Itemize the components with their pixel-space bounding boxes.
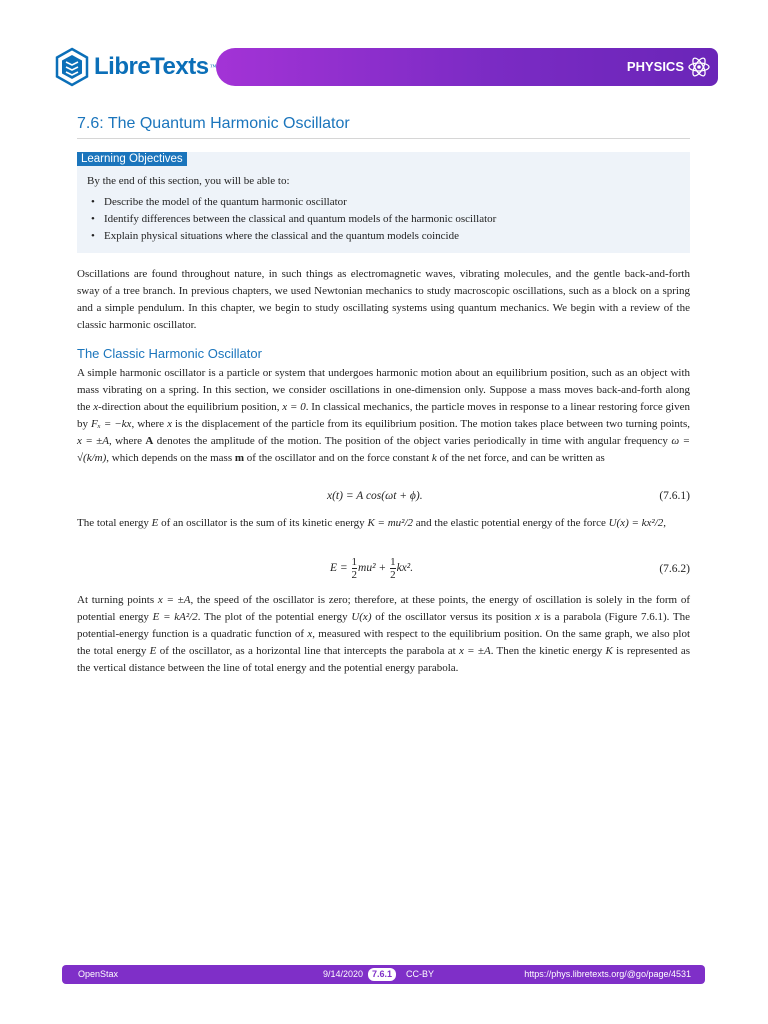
math-x: x (307, 628, 313, 640)
section-paragraph-1 (77, 365, 690, 467)
text-run: , (663, 517, 667, 529)
objectives-list (89, 194, 496, 245)
math-omega: ω = √(k/m) (77, 435, 690, 464)
math-x: x (535, 611, 540, 623)
text-run: , where (131, 418, 168, 430)
eq-end: kx². (396, 562, 414, 575)
text-run: . Then the kinetic energy (490, 645, 606, 657)
math-amplitude: A (145, 435, 154, 447)
objective-item: • Describe the model of the quantum harmonic oscillator (89, 194, 496, 211)
math-E: E (151, 517, 159, 529)
footer-page-number: 7.6.1 (368, 968, 396, 981)
section-paragraph-2 (77, 515, 690, 532)
text-run: is the displacement of the particle from its equilibrium position. The motion takes place between two turning points, (171, 418, 691, 430)
learning-objectives-box (77, 152, 690, 253)
text-run: and the elastic potential energy of the force (413, 517, 609, 529)
math-turning-points: x = ±A (157, 594, 191, 606)
math-mass: m (234, 452, 245, 464)
math-x: x (93, 401, 99, 413)
text-run: of the oscillator, as a horizontal line that intercepts the parabola at (156, 645, 459, 657)
equation-body: x(t) = A cos(ωt + ϕ). (327, 490, 423, 502)
math-x: x (167, 418, 172, 430)
logo-trademark: ™ (209, 63, 217, 71)
page-title: 7.6: The Quantum Harmonic Oscillator (77, 115, 690, 139)
text-run: is a parabola (Figure 7.6.1). The potential-energy function is a quadratic function of (77, 611, 690, 640)
text-run: of the net force, and can be written as (436, 452, 605, 464)
fraction (390, 556, 396, 581)
objective-item: • Explain physical situations where the classical and the quantum models coincide (89, 228, 496, 245)
text-run: of the oscillator and on the force constant (244, 452, 432, 464)
math-equilibrium: x = 0 (282, 401, 306, 413)
text-run: , where (108, 435, 146, 447)
text-run: A simple harmonic oscillator is a particle or system that undergoes harmonic motion about an equilibrium position, such as an object with mass vibrating on a spring. In this section, we consider oscillations in one-dimension only. Suppose a mass moves back-and-forth along the (77, 367, 690, 413)
math-kinetic: K = mu²/2 (367, 517, 413, 529)
math-potential-energy: E = kA²/2 (152, 611, 198, 623)
libretexts-logo[interactable] (54, 46, 216, 88)
text-run: . In classical mechanics, the particle moves in response to a linear restoring force given by (77, 401, 690, 430)
section-paragraph-3 (77, 592, 690, 677)
text-run: of the oscillator versus its position (371, 611, 535, 623)
equation-number: (7.6.2) (659, 563, 690, 575)
text-run: , which depends on the mass (106, 452, 235, 464)
subject-bar (216, 48, 718, 86)
atom-icon (687, 55, 711, 79)
text-run: At turning points (77, 594, 158, 606)
math-force: Fₓ = −kx (91, 418, 132, 430)
math-E: E (149, 645, 157, 657)
section-heading: The Classic Harmonic Oscillator (77, 346, 262, 361)
text-run: of an oscillator is the sum of its kinetic energy (158, 517, 368, 529)
subject-label[interactable]: PHYSICS (626, 59, 684, 74)
text-run: , measured with respect to the equilibrium position. On the same graph, we also plot the total energy (77, 628, 690, 657)
numerator: 1 (390, 556, 396, 568)
logo-text: LibreTexts (94, 53, 209, 80)
text-run: denotes the amplitude of the motion. The position of the object varies periodically in time with angular frequency (153, 435, 672, 447)
math-turning-points: x = ±A (458, 645, 491, 657)
equation-body (330, 556, 413, 581)
math-k: k (431, 452, 437, 464)
equation-7-6-2 (77, 554, 690, 584)
page-header (0, 40, 768, 92)
text-run: , the speed of the oscillator is zero; therefore, at these points, the energy of oscillation is solely in the form of potential energy (77, 594, 690, 623)
footer-license: CC-BY (406, 969, 435, 979)
math-K: K (605, 645, 613, 657)
objectives-intro: By the end of this section, you will be able to: (87, 175, 290, 187)
learning-objectives-label: Learning Objectives (77, 152, 187, 166)
footer-url-link[interactable]: https://phys.libretexts.org/@go/page/4531 (524, 969, 691, 979)
math-turning-points: x = ±A (77, 435, 109, 447)
intro-paragraph: Oscillations are found throughout nature, in such things as electromagnetic waves, vibrating molecules, and the gentle back-and-forth sway of a tree branch. In previous chapters, we used Newtonian mechanics to study macroscopic oscillations, such as a block on a spring and a simple pendulum. In this chapter, we begin to study oscillating systems using quantum mechanics. We begin with a review of the classic harmonic oscillator. (77, 268, 690, 331)
math-Ux: U(x) (351, 611, 372, 623)
eq-lhs: E = (330, 562, 348, 575)
text-run: is represented as the vertical distance between the line of total energy and the potential energy parabola. (77, 645, 690, 674)
eq-mid: mu² + (358, 562, 387, 575)
numerator: 1 (351, 556, 358, 568)
text-run: The total energy (77, 517, 152, 529)
fraction (352, 556, 358, 581)
denominator: 2 (390, 569, 396, 581)
objective-item: • Identify differences between the classical and quantum models of the harmonic oscillator (89, 211, 496, 228)
math-potential: U(x) = kx²/2 (608, 517, 664, 529)
equation-number: (7.6.1) (659, 490, 690, 502)
footer-date: 9/14/2020 (323, 969, 364, 979)
footer-source: OpenStax (78, 969, 119, 979)
text-run: -direction about the equilibrium position, (98, 401, 283, 413)
libretexts-logo-icon (54, 47, 90, 87)
denominator: 2 (351, 569, 358, 581)
page-footer (62, 965, 705, 984)
text-run: . The plot of the potential energy (197, 611, 352, 623)
